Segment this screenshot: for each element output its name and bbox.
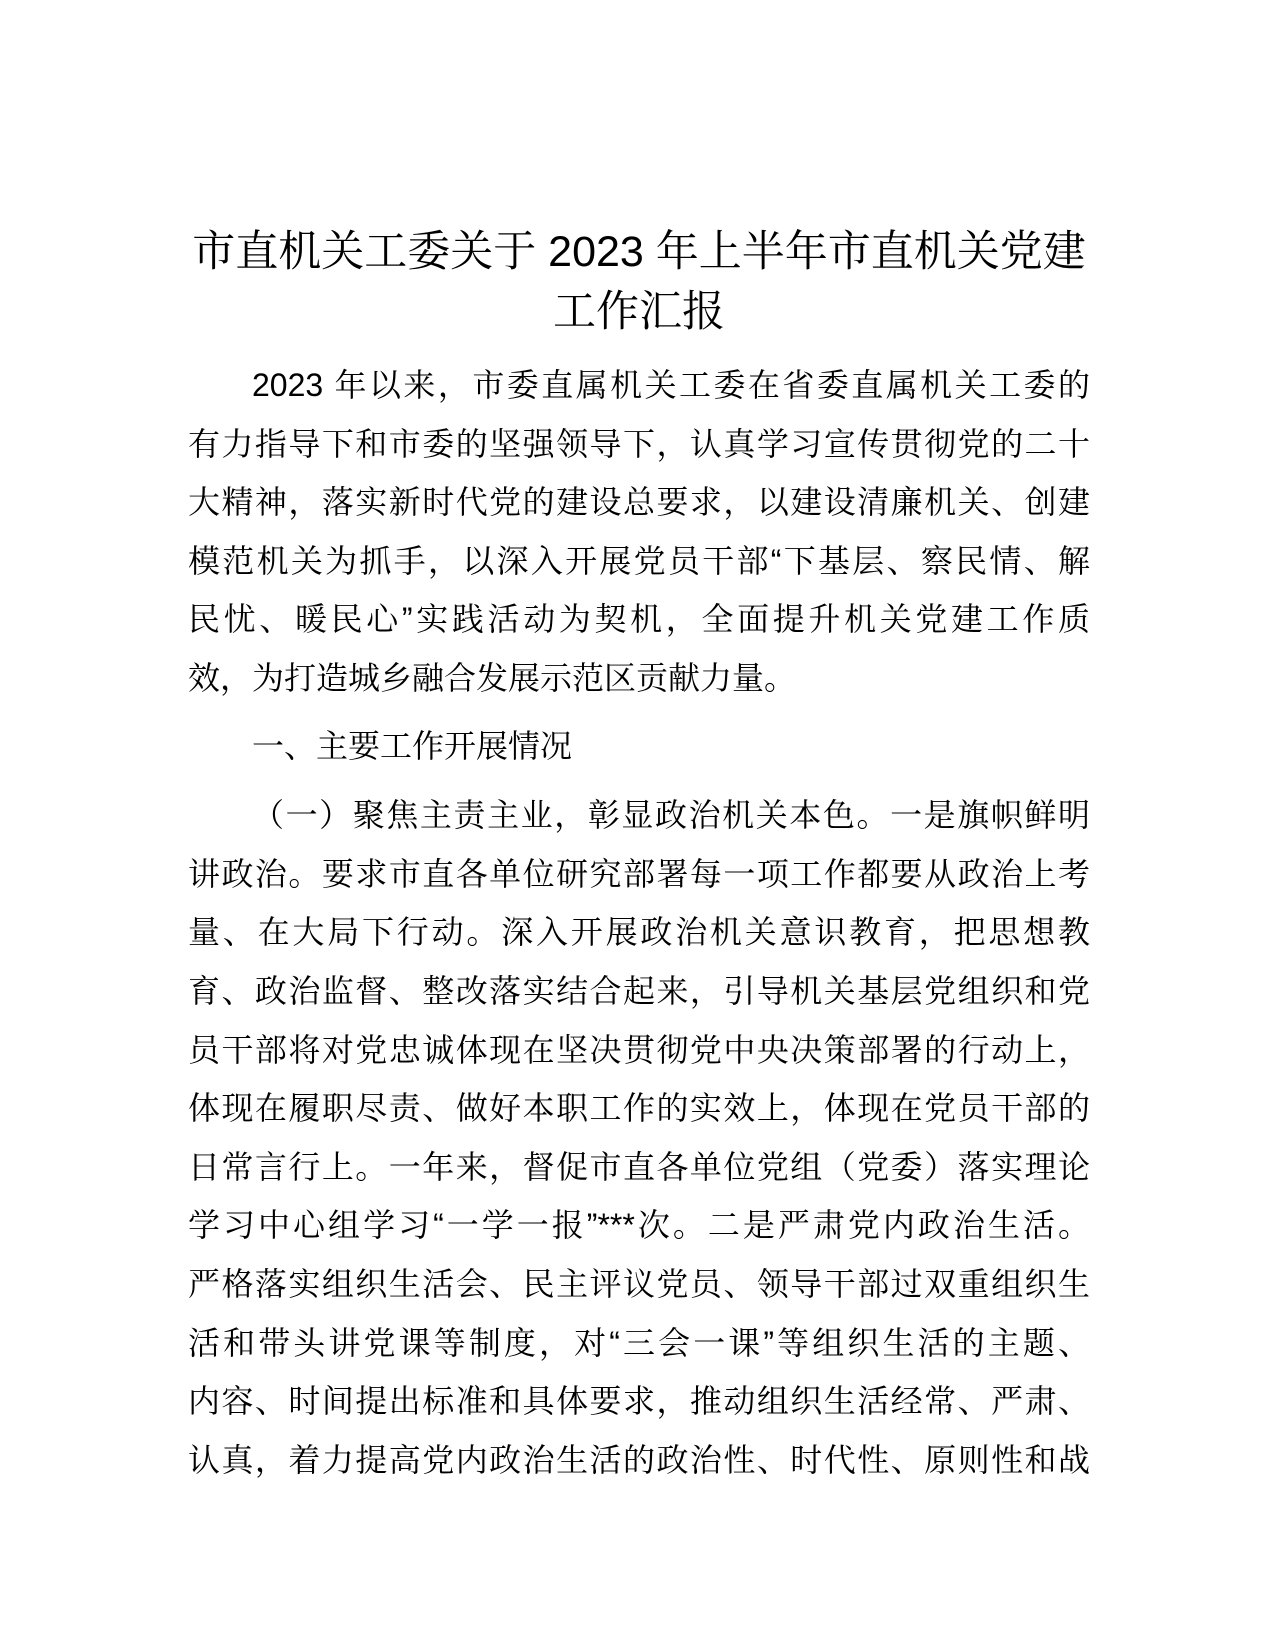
section-paragraph <box>188 786 1090 1489</box>
text-line: 日常言行上。一年来，督促市直各单位党组（党委）落实理论 <box>188 1148 1090 1185</box>
title-line: 工作汇报 <box>553 288 725 336</box>
text-line: 民忧、暖民心”实践活动为契机，全面提升机关党建工作质 <box>188 601 1090 638</box>
text-line: 严格落实组织生活会、民主评议党员、领导干部过双重组织生 <box>188 1265 1090 1302</box>
text-line: 效，为打造城乡融合发展示范区贡献力量。 <box>188 659 797 696</box>
text-line: 有力指导下和市委的坚强领导下，认真学习宣传贯彻党的二十 <box>188 425 1090 462</box>
text-line: 活和带头讲党课等制度，对“三会一课”等组织生活的主题、 <box>188 1324 1090 1361</box>
text-line: 讲政治。要求市直各单位研究部署每一项工作都要从政治上考 <box>188 855 1090 892</box>
section-heading: 一、主要工作开展情况 <box>252 727 573 764</box>
document-body <box>188 222 1090 1489</box>
intro-paragraph <box>188 356 1090 708</box>
text-line: 员干部将对党忠诚体现在坚决贯彻党中央决策部署的行动上， <box>188 1031 1090 1068</box>
text-line: 体现在履职尽责、做好本职工作的实效上，体现在党员干部的 <box>188 1090 1090 1127</box>
text-line: 2023 年以来，市委直属机关工委在省委直属机关工委的 <box>252 367 1090 403</box>
text-line: 大精神，落实新时代党的建设总要求，以建设清廉机关、创建 <box>188 484 1090 521</box>
text-line: 内容、时间提出标准和具体要求，推动组织生活经常、严肃、 <box>188 1383 1090 1420</box>
text-line: 育、政治监督、整改落实结合起来，引导机关基层党组织和党 <box>188 972 1090 1009</box>
text-line: 学习中心组学习“一学一报”***次。二是严肃党内政治生活。 <box>188 1207 1090 1244</box>
text-line: （一）聚焦主责主业，彰显政治机关本色。一是旗帜鲜明 <box>252 797 1090 834</box>
document-title <box>188 222 1090 342</box>
title-line: 市直机关工委关于 2023 年上半年市直机关党建 <box>192 228 1086 276</box>
text-line: 认真，着力提高党内政治生活的政治性、时代性、原则性和战 <box>188 1441 1090 1478</box>
text-line: 模范机关为抓手，以深入开展党员干部“下基层、察民情、解 <box>188 542 1090 579</box>
text-line: 量、在大局下行动。深入开展政治机关意识教育，把思想教 <box>188 914 1090 951</box>
